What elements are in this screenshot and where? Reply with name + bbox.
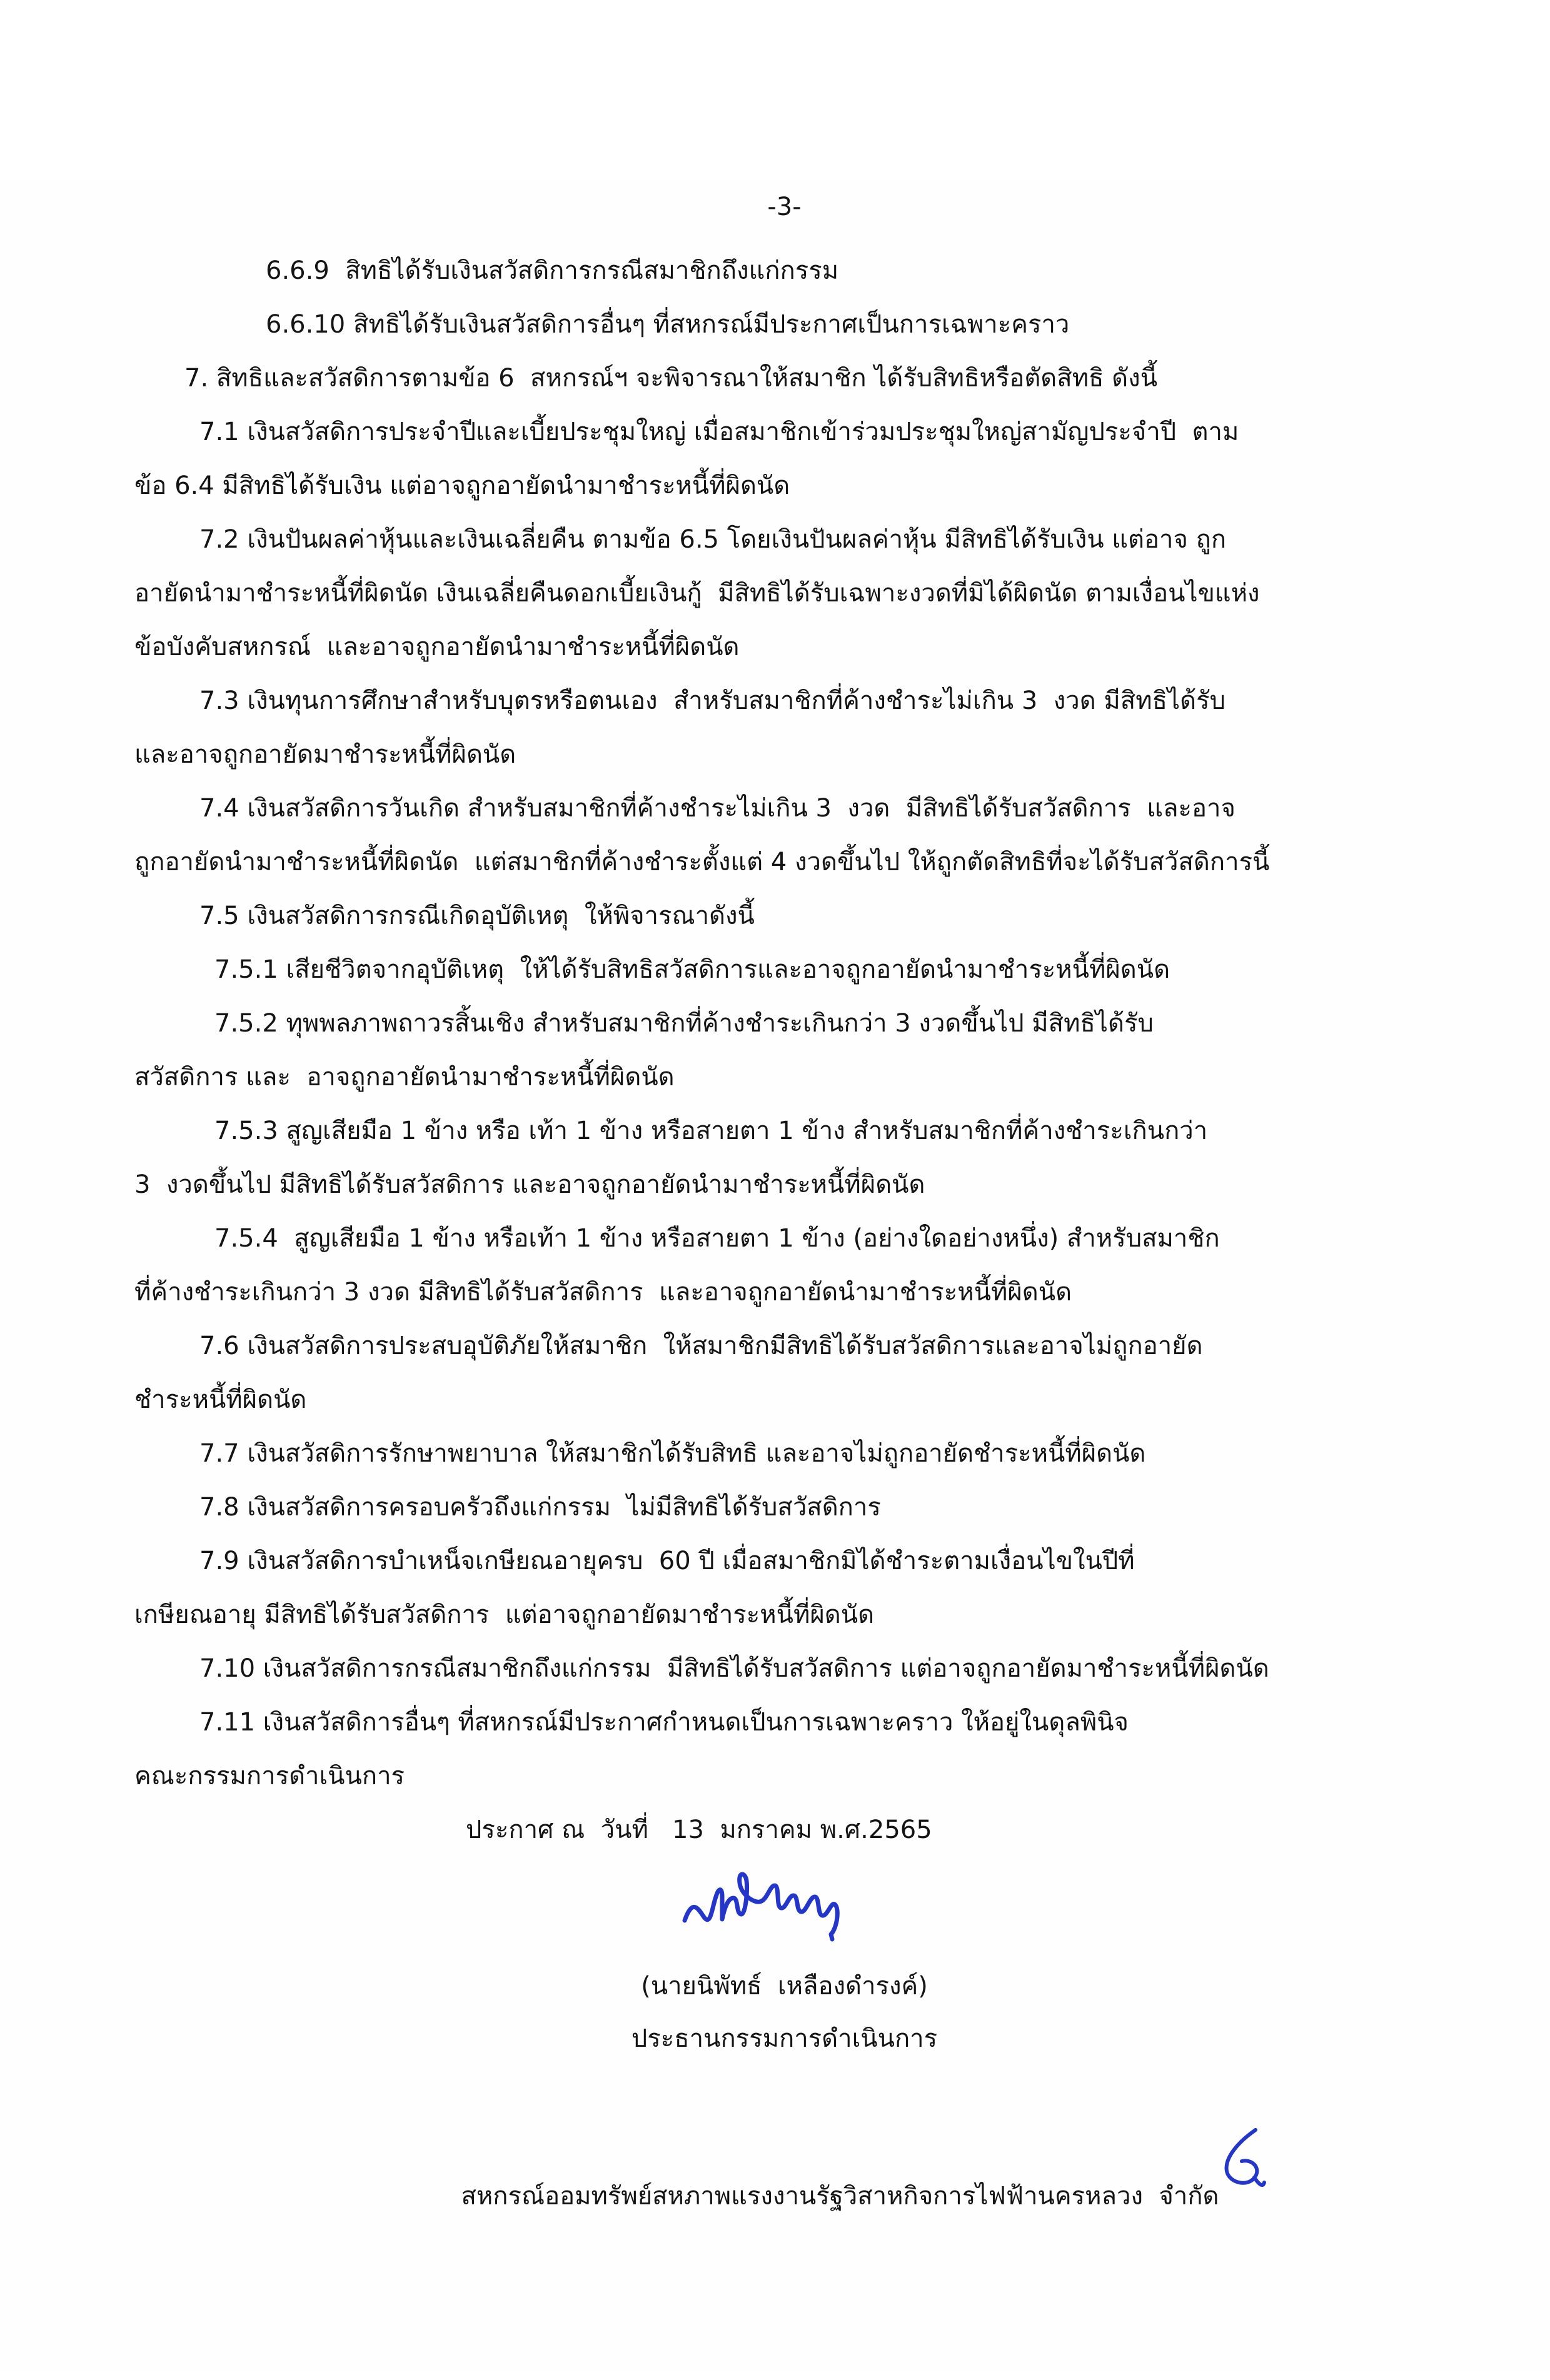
doc-line: 7. สิทธิและสวัสดิการตามข้อ 6 สหกรณ์ฯ จะพิจารณาให้สมาชิก ได้รับสิทธิหรือตัดสิทธิ ดังนี้ — [184, 364, 1158, 393]
doc-line: และอาจถูกอายัดมาชำระหนี้ที่ผิดนัด — [134, 740, 516, 769]
doc-line: 7.5.3 สูญเสียมือ 1 ข้าง หรือ เท้า 1 ข้าง หรือสายตา 1 ข้าง สำหรับสมาชิกที่ค้างชำระเกินกว่า — [214, 1117, 1208, 1145]
doc-line: 7.2 เงินปันผลค่าหุ้นและเงินเฉลี่ยคืน ตามข้อ 6.5 โดยเงินปันผลค่าหุ้น มีสิทธิได้รับเงิน แต่อาจ ถูก — [199, 525, 1227, 554]
doc-line: 7.7 เงินสวัสดิการรักษาพยาบาล ให้สมาชิกได้รับสิทธิ และอาจไม่ถูกอายัดชำระหนี้ที่ผิดนัด — [199, 1439, 1146, 1468]
signature-scribble — [680, 1868, 873, 1947]
doc-line: 7.5.4 สูญเสียมือ 1 ข้าง หรือเท้า 1 ข้าง หรือสายตา 1 ข้าง (อย่างใดอย่างหนึ่ง) สำหรับสมาชิก — [214, 1224, 1220, 1253]
doc-line: ข้อบังคับสหกรณ์ และอาจถูกอายัดนำมาชำระหนี้ที่ผิดนัด — [134, 633, 740, 661]
doc-line: คณะกรรมการดำเนินการ — [134, 1762, 405, 1790]
doc-line: 7.9 เงินสวัสดิการบำเหน็จเกษียณอายุครบ 60 ปี เมื่อสมาชิกมิได้ชำระตามเงื่อนไขในปีที่ — [199, 1547, 1135, 1575]
doc-line: ที่ค้างชำระเกินกว่า 3 งวด มีสิทธิได้รับสวัสดิการ และอาจถูกอายัดนำมาชำระหนี้ที่ผิดนัด — [134, 1278, 1072, 1307]
organization-name: สหกรณ์ออมทรัพย์สหภาพแรงงานรัฐวิสาหกิจการไฟฟ้านครหลวง จำกัด — [461, 2182, 1219, 2211]
doc-line: สวัสดิการ และ อาจถูกอายัดนำมาชำระหนี้ที่ผิดนัด — [134, 1063, 675, 1092]
doc-line: 6.6.10 สิทธิได้รับเงินสวัสดิการอื่นๆ ที่สหกรณ์มีประกาศเป็นการเฉพาะคราว — [266, 310, 1070, 339]
doc-line: 7.5 เงินสวัสดิการกรณีเกิดอุบัติเหตุ ให้พิจารณาดังนี้ — [199, 901, 755, 930]
doc-line: ชำระหนี้ที่ผิดนัด — [134, 1385, 307, 1414]
doc-line: 7.1 เงินสวัสดิการประจำปีและเบี้ยประชุมใหญ่ เมื่อสมาชิกเข้าร่วมประชุมใหญ่สามัญประจำปี ตาม — [199, 418, 1239, 446]
doc-line: 3 งวดขึ้นไป มีสิทธิได้รับสวัสดิการ และอาจถูกอายัดนำมาชำระหนี้ที่ผิดนัด — [134, 1170, 925, 1199]
document-body — [134, 244, 1434, 1857]
doc-line: อายัดนำมาชำระหนี้ที่ผิดนัด เงินเฉลี่ยคืนดอกเบี้ยเงินกู้ มีสิทธิได้รับเฉพาะงวดที่มิได้ผิดนัด ตามเงื่อนไขแห่ง — [134, 579, 1260, 608]
doc-line: 7.10 เงินสวัสดิการกรณีสมาชิกถึงแก่กรรม มีสิทธิได้รับสวัสดิการ แต่อาจถูกอายัดมาชำระหนี้ที่ผิดนัด — [199, 1654, 1269, 1683]
page-number: -3- — [767, 193, 802, 221]
document-page — [0, 180, 1550, 2371]
signer-name: (นายนิพัทธ์ เหลืองดำรงค์) — [641, 1972, 928, 2001]
signer-title: ประธานกรรมการดำเนินการ — [631, 2024, 938, 2053]
doc-line: 7.4 เงินสวัสดิการวันเกิด สำหรับสมาชิกที่ค้างชำระไม่เกิน 3 งวด มีสิทธิได้รับสวัสดิการ และอาจ — [199, 794, 1235, 823]
document-content — [0, 180, 1550, 2380]
doc-line: 7.5.1 เสียชีวิตจากอุบัติเหตุ ให้ได้รับสิทธิสวัสดิการและอาจถูกอายัดนำมาชำระหนี้ที่ผิดนัด — [214, 955, 1170, 984]
doc-line: เกษียณอายุ มีสิทธิได้รับสวัสดิการ แต่อาจถูกอายัดมาชำระหนี้ที่ผิดนัด — [134, 1600, 875, 1629]
doc-line: 6.6.9 สิทธิได้รับเงินสวัสดิการกรณีสมาชิกถึงแก่กรรม — [266, 256, 839, 285]
doc-line: 7.3 เงินทุนการศึกษาสำหรับบุตรหรือตนเอง สำหรับสมาชิกที่ค้างชำระไม่เกิน 3 งวด มีสิทธิได้รับ — [199, 686, 1225, 715]
doc-line: 7.5.2 ทุพพลภาพถาวรสิ้นเชิง สำหรับสมาชิกที่ค้างชำระเกินกว่า 3 งวดขึ้นไป มีสิทธิได้รับ — [214, 1009, 1154, 1038]
doc-line: 7.8 เงินสวัสดิการครอบครัวถึงแก่กรรม ไม่มีสิทธิได้รับสวัสดิการ — [199, 1493, 881, 1522]
issued-date-line: ประกาศ ณ วันที่ 13 มกราคม พ.ศ.2565 — [466, 1815, 932, 1844]
doc-line: ถูกอายัดนำมาชำระหนี้ที่ผิดนัด แต่สมาชิกที่ค้างชำระตั้งแต่ 4 งวดขึ้นไป ให้ถูกตัดสิทธิที่จะได้รับสวัสดิการนี้ — [134, 848, 1270, 876]
signature-area — [134, 1857, 1434, 1960]
signature-flourish — [1215, 2126, 1266, 2191]
doc-line: ข้อ 6.4 มีสิทธิได้รับเงิน แต่อาจถูกอายัดนำมาชำระหนี้ที่ผิดนัด — [134, 471, 790, 500]
doc-line: 7.11 เงินสวัสดิการอื่นๆ ที่สหกรณ์มีประกาศกำหนดเป็นการเฉพาะคราว ให้อยู่ในดุลพินิจ — [199, 1708, 1129, 1737]
doc-line: 7.6 เงินสวัสดิการประสบอุบัติภัยให้สมาชิก ให้สมาชิกมีสิทธิได้รับสวัสดิการและอาจไม่ถูกอายัด — [199, 1332, 1203, 1360]
organization-line — [134, 2065, 1434, 2380]
